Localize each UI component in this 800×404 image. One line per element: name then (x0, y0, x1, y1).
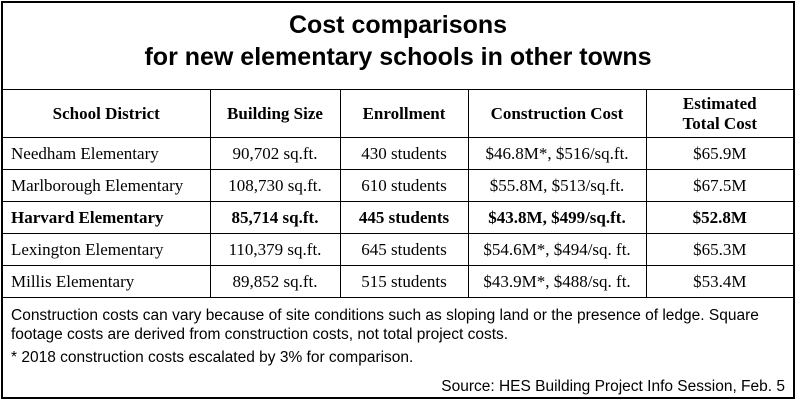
cell-construction-cost: $43.8M, $499/sq.ft. (468, 202, 646, 234)
source-credit: Source: HES Building Project Info Session, Feb. 5 (441, 378, 785, 395)
cell-total-cost: $67.5M (646, 170, 793, 202)
cell-construction-cost: $46.8M*, $516/sq.ft. (468, 138, 646, 170)
cell-building-size: 110,379 sq.ft. (210, 234, 340, 266)
cell-building-size: 90,702 sq.ft. (210, 138, 340, 170)
cell-total-cost: $65.3M (646, 234, 793, 266)
table-header-row (3, 90, 793, 138)
header-school-district: School District (3, 90, 210, 138)
cell-total-cost: $53.4M (646, 266, 793, 298)
cost-comparison-table (3, 89, 793, 298)
cell-enrollment: 515 students (340, 266, 468, 298)
header-building-size: Building Size (210, 90, 340, 138)
cell-enrollment: 645 students (340, 234, 468, 266)
cell-district: Needham Elementary (3, 138, 210, 170)
header-total-line-1: Estimated (682, 93, 757, 113)
table-row (3, 170, 793, 202)
header-total-line-2: Total Cost (682, 113, 757, 133)
footnote-text: * 2018 construction costs escalated by 3% for comparison. (11, 349, 414, 366)
header-enrollment: Enrollment (340, 90, 468, 138)
cell-district: Marlborough Elementary (3, 170, 210, 202)
cell-building-size: 89,852 sq.ft. (210, 266, 340, 298)
notes-main-text: Construction costs can vary because of site conditions such as sloping land or the presence of ledge. Square footage costs are derived from construction costs, not total project costs. (11, 307, 759, 343)
table-row-highlighted (3, 202, 793, 234)
cell-construction-cost: $43.9M*, $488/sq. ft. (468, 266, 646, 298)
cell-construction-cost: $54.6M*, $494/sq. ft. (468, 234, 646, 266)
title-line-1: Cost comparisons (288, 11, 508, 39)
cell-enrollment: 610 students (340, 170, 468, 202)
cell-total-cost: $52.8M (646, 202, 793, 234)
cell-construction-cost: $55.8M, $513/sq.ft. (468, 170, 646, 202)
table-row (3, 266, 793, 298)
cell-enrollment: 430 students (340, 138, 468, 170)
cell-district: Millis Elementary (3, 266, 210, 298)
cell-district: Harvard Elementary (3, 202, 210, 234)
title-line-2: for new elementary schools in other towns (144, 43, 652, 71)
cell-total-cost: $65.9M (646, 138, 793, 170)
table-row (3, 138, 793, 170)
header-construction-cost: Construction Cost (468, 90, 646, 138)
notes-section (11, 306, 787, 367)
cell-building-size: 85,714 sq.ft. (210, 202, 340, 234)
table-row (3, 234, 793, 266)
infographic-frame (1, 1, 795, 399)
header-estimated-total-cost (646, 90, 793, 138)
cell-enrollment: 445 students (340, 202, 468, 234)
cell-building-size: 108,730 sq.ft. (210, 170, 340, 202)
cell-district: Lexington Elementary (3, 234, 210, 266)
page-title (3, 9, 793, 73)
